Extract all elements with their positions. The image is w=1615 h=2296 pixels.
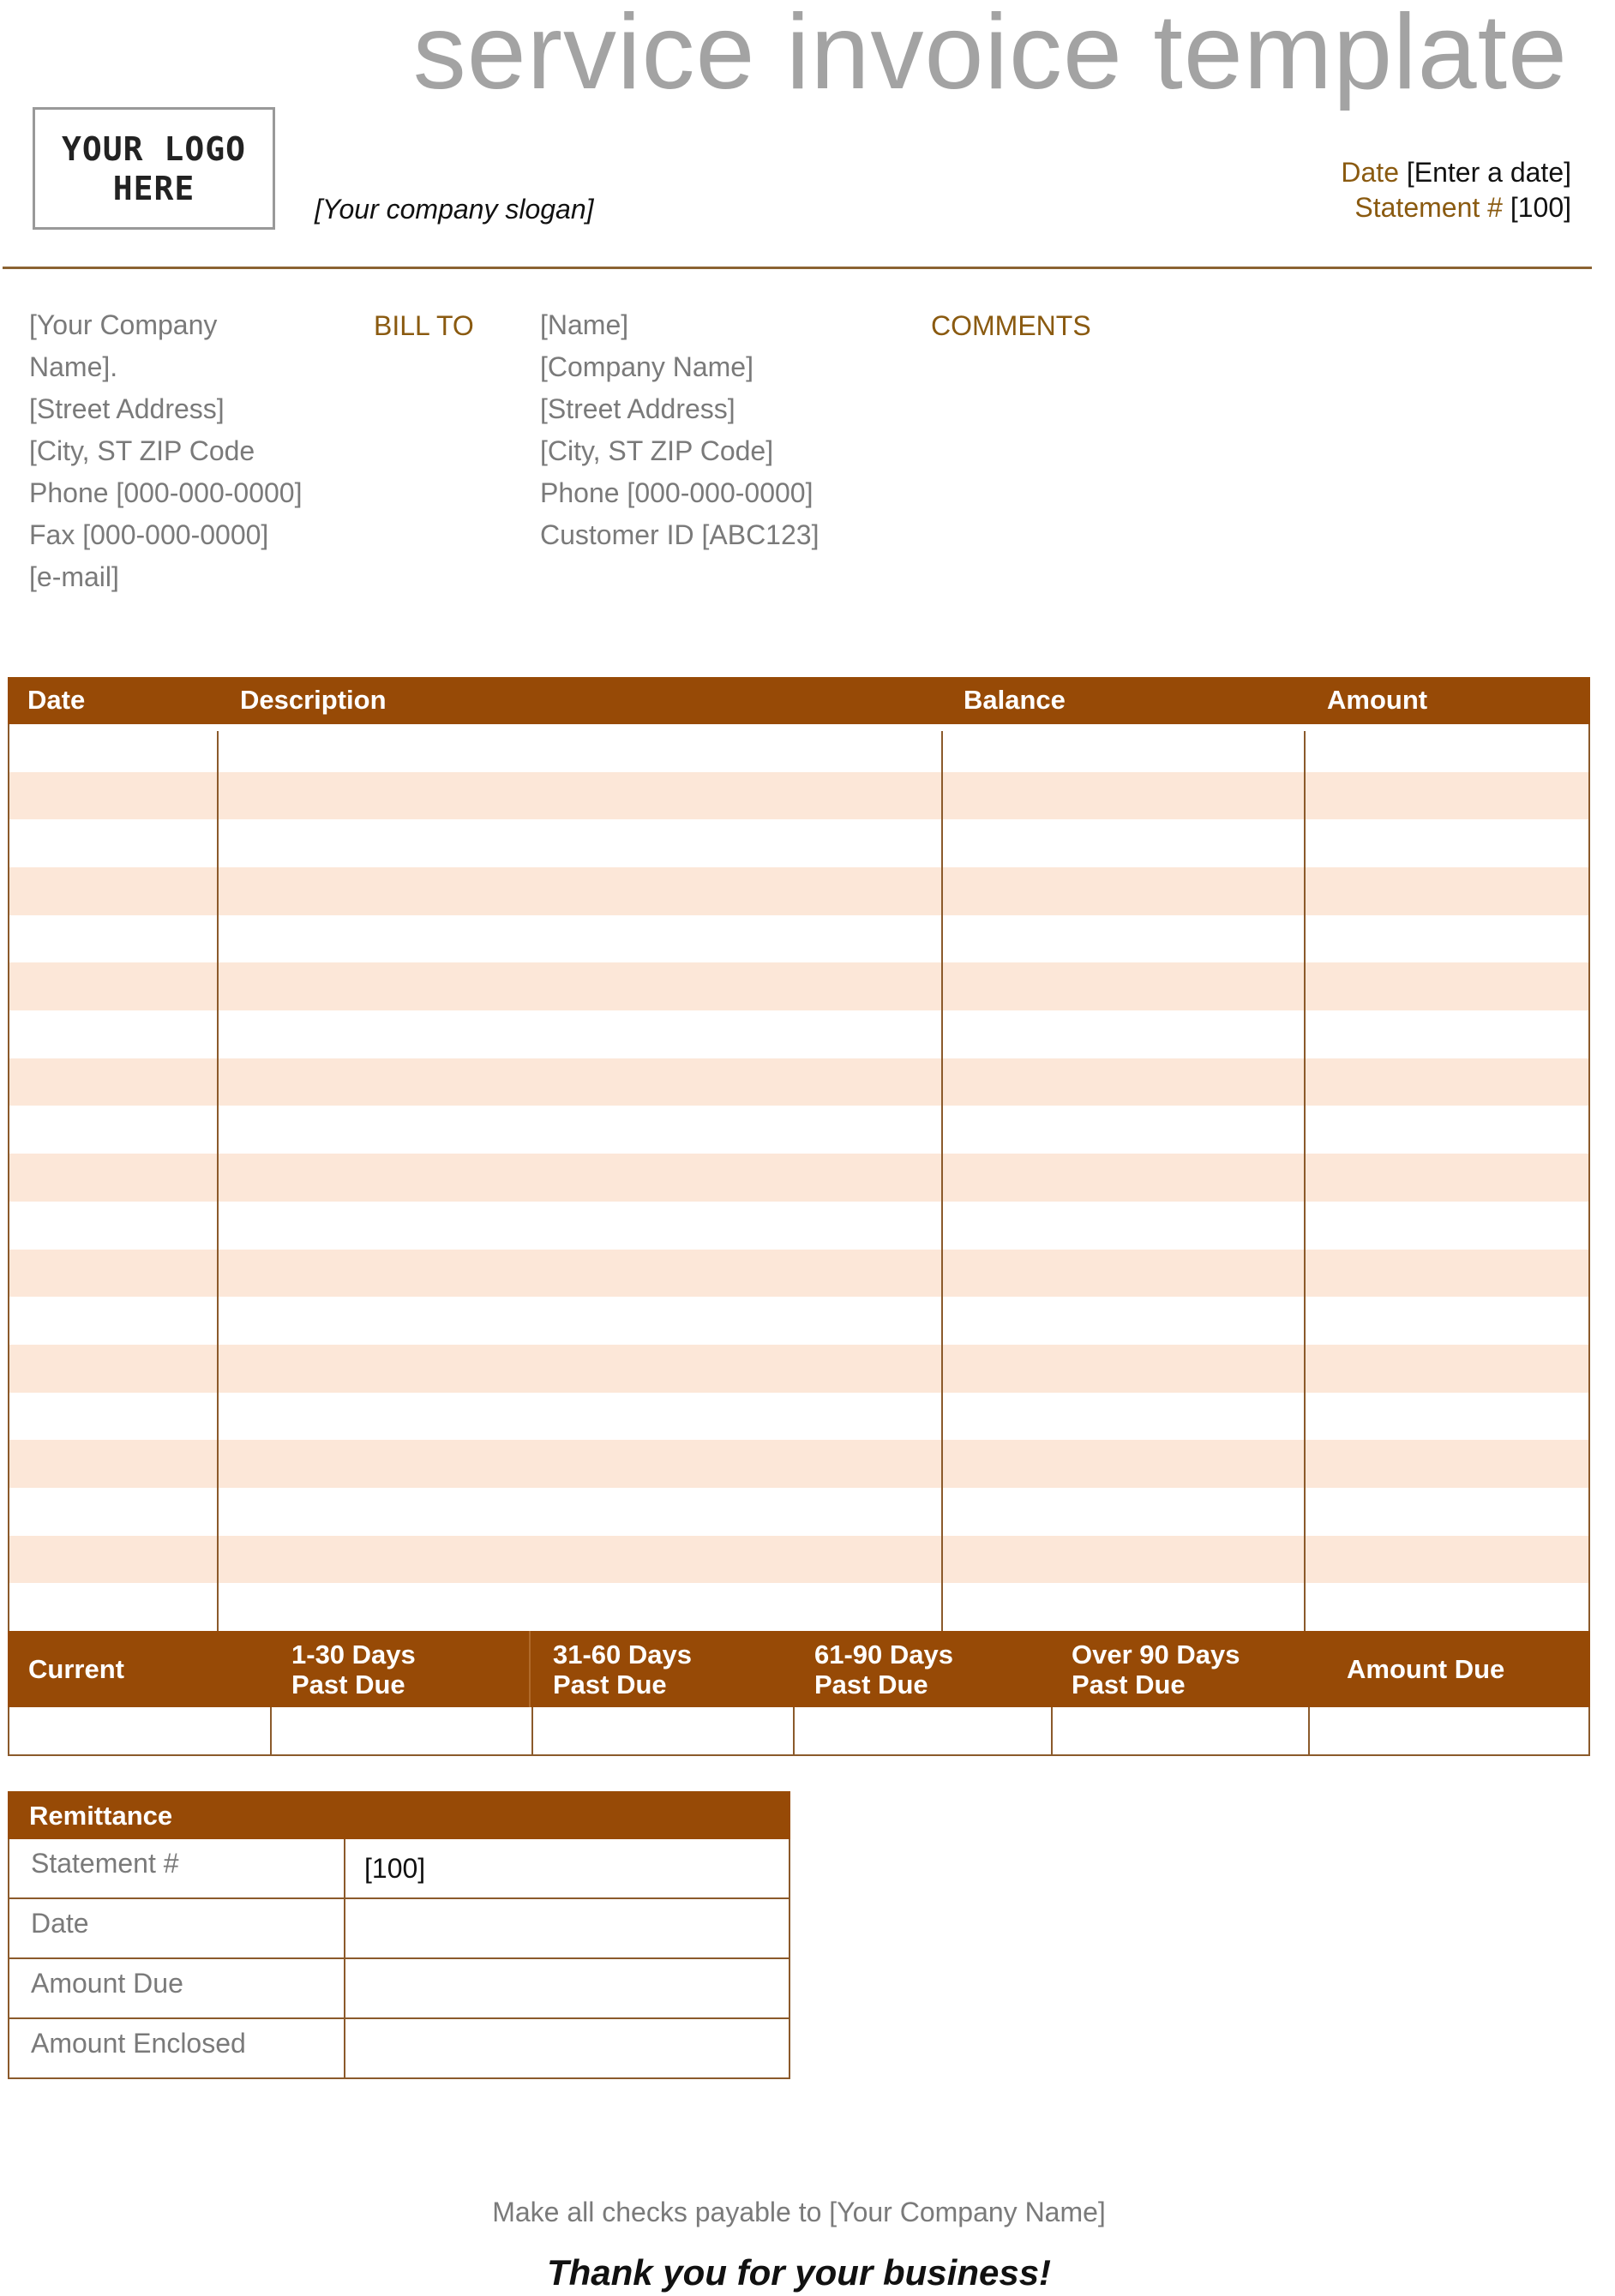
company-line: [Your Company xyxy=(29,309,218,340)
bill-to-label: BILL TO xyxy=(374,310,474,341)
aging-over-90 xyxy=(1072,1640,1240,1700)
aging-cell-divider xyxy=(793,1707,795,1754)
checks-note: Make all checks payable to [Your Company Name] xyxy=(492,2197,1106,2227)
remittance-title: Remittance xyxy=(8,1791,790,1839)
column-divider xyxy=(217,731,219,1631)
statement-line xyxy=(1354,192,1571,224)
bill-to-info xyxy=(540,304,819,556)
aging-61-90 xyxy=(814,1640,953,1700)
table-row[interactable] xyxy=(9,1345,1588,1393)
aging-current: Current xyxy=(28,1654,124,1684)
aging-label: Over 90 Days xyxy=(1072,1640,1240,1670)
bill-to-line: [Name] xyxy=(540,309,629,340)
remittance-label: Amount Enclosed xyxy=(31,2028,246,2059)
aging-cell-divider xyxy=(270,1707,272,1754)
items-table-header xyxy=(8,677,1590,724)
table-row[interactable] xyxy=(9,819,1588,867)
logo-text: YOUR LOGO HERE xyxy=(62,129,246,207)
bill-to-line: [Street Address] xyxy=(540,393,735,424)
remittance-row xyxy=(8,1899,790,1959)
company-line: [Street Address] xyxy=(29,393,225,424)
aging-sublabel: Past Due xyxy=(291,1670,405,1700)
company-line: [City, ST ZIP Code xyxy=(29,435,255,466)
comments-label: COMMENTS xyxy=(931,310,1091,341)
aging-amount-due: Amount Due xyxy=(1347,1654,1505,1684)
company-line: Phone [000-000-0000] xyxy=(29,477,303,508)
bill-to-line: Phone [000-000-0000] xyxy=(540,477,814,508)
table-row[interactable] xyxy=(9,1106,1588,1154)
thank-you-note: Thank you for your business! xyxy=(546,2252,1052,2293)
aging-header xyxy=(8,1631,1590,1707)
table-row[interactable] xyxy=(9,772,1588,820)
col-balance: Balance xyxy=(964,685,1066,715)
bill-to-line: Customer ID [ABC123] xyxy=(540,519,820,550)
date-line xyxy=(1341,157,1571,189)
aging-values-row xyxy=(8,1707,1590,1756)
aging-label: 31-60 Days xyxy=(553,1640,693,1670)
table-row[interactable] xyxy=(9,1297,1588,1345)
remittance-label: Date xyxy=(31,1908,89,1939)
aging-sublabel: Past Due xyxy=(1072,1670,1186,1700)
remittance-label: Amount Due xyxy=(31,1968,183,1999)
date-label: Date xyxy=(1341,157,1399,188)
table-row[interactable] xyxy=(9,915,1588,963)
table-row[interactable] xyxy=(9,1583,1588,1631)
remittance-row xyxy=(8,1839,790,1899)
table-row[interactable] xyxy=(9,1154,1588,1202)
date-value[interactable]: [Enter a date] xyxy=(1406,157,1571,188)
company-info xyxy=(29,304,302,598)
statement-value[interactable]: [100] xyxy=(1510,192,1571,223)
table-row[interactable] xyxy=(9,724,1588,772)
table-row[interactable] xyxy=(9,1393,1588,1441)
column-divider xyxy=(1304,731,1306,1631)
aging-31-60 xyxy=(553,1640,692,1700)
bill-to-line: [City, ST ZIP Code] xyxy=(540,435,774,466)
aging-cell-divider xyxy=(1051,1707,1053,1754)
company-line: [e-mail] xyxy=(29,561,119,592)
statement-label: Statement # xyxy=(1354,192,1503,223)
col-date: Date xyxy=(27,685,86,715)
col-amount: Amount xyxy=(1327,685,1428,715)
aging-cell-divider xyxy=(1308,1707,1310,1754)
table-row[interactable] xyxy=(9,1058,1588,1106)
remittance-row xyxy=(8,1959,790,2019)
logo-placeholder xyxy=(33,107,275,230)
table-row[interactable] xyxy=(9,1488,1588,1536)
remittance-label: Statement # xyxy=(31,1848,179,1879)
aging-label: 1-30 Days xyxy=(291,1640,416,1670)
table-row[interactable] xyxy=(9,1440,1588,1488)
table-row[interactable] xyxy=(9,1010,1588,1058)
header-divider xyxy=(3,267,1592,269)
table-row[interactable] xyxy=(9,1250,1588,1298)
document-title: service invoice template xyxy=(412,0,1568,111)
company-line: Name]. xyxy=(29,351,118,382)
company-line: Fax [000-000-0000] xyxy=(29,519,269,550)
remittance-value[interactable]: [100] xyxy=(364,1853,426,1884)
aging-sublabel: Past Due xyxy=(553,1670,667,1700)
bill-to-line: [Company Name] xyxy=(540,351,753,382)
aging-1-30 xyxy=(291,1640,416,1700)
aging-cell-divider xyxy=(531,1707,533,1754)
remittance-table xyxy=(8,1791,790,2079)
remittance-row xyxy=(8,2019,790,2079)
table-row[interactable] xyxy=(9,867,1588,915)
table-row[interactable] xyxy=(9,1202,1588,1250)
company-slogan: [Your company slogan] xyxy=(315,194,594,225)
table-row[interactable] xyxy=(9,1536,1588,1584)
column-divider xyxy=(941,731,943,1631)
aging-sublabel: Past Due xyxy=(814,1670,928,1700)
items-table-body xyxy=(8,724,1590,1631)
aging-label: 61-90 Days xyxy=(814,1640,954,1670)
table-row[interactable] xyxy=(9,962,1588,1010)
col-description: Description xyxy=(240,685,387,715)
